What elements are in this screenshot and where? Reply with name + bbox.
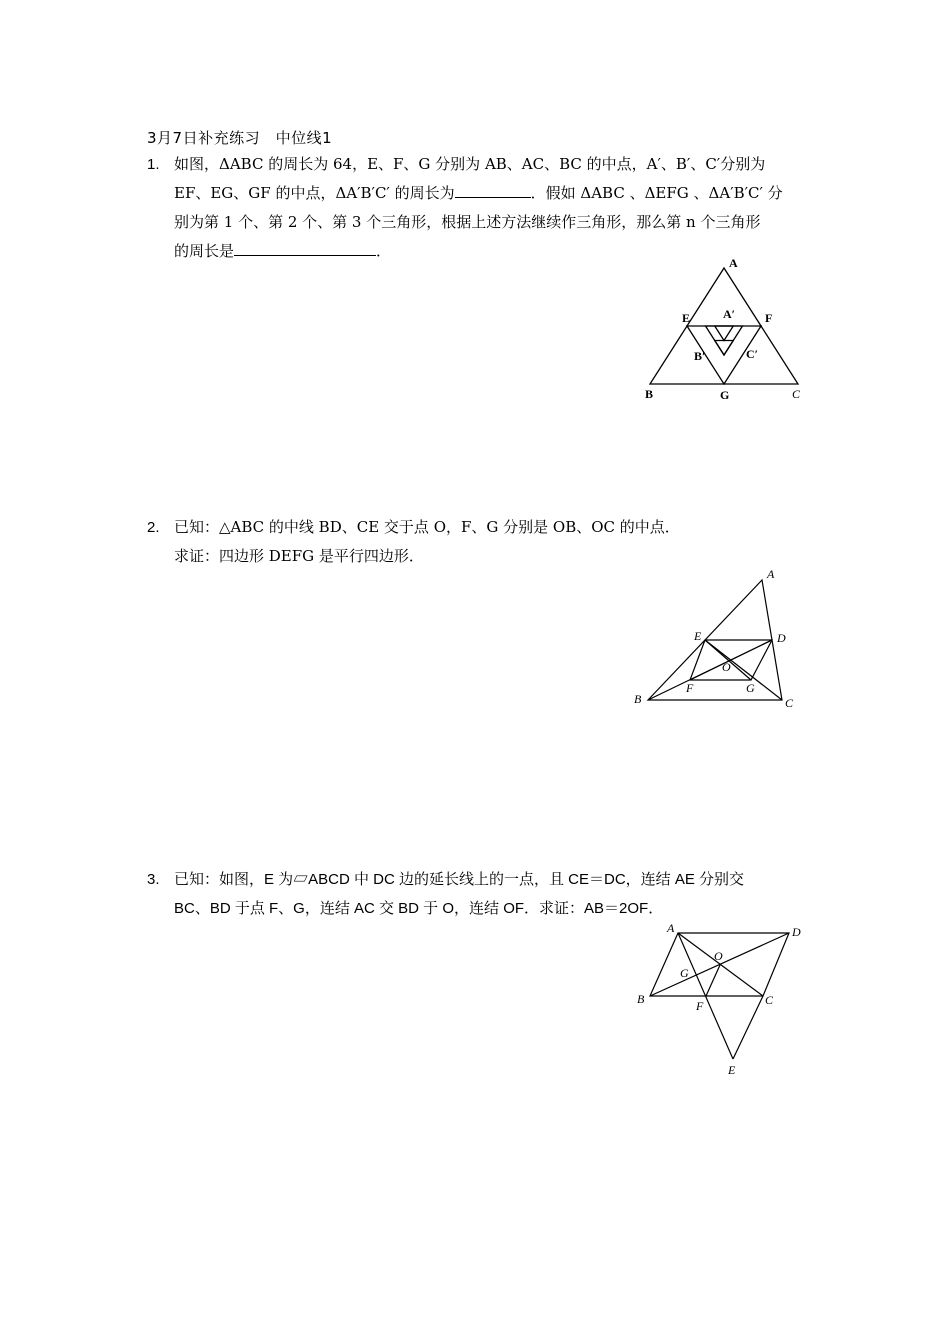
label-E: E [728, 1063, 736, 1077]
q2-line-2: 求证：四边形 DEFG 是平行四边形． [174, 547, 424, 565]
question-number: 2. [147, 519, 160, 536]
q1-line-4-part-a: 的周长是 [174, 242, 235, 260]
label-B: B [645, 387, 654, 401]
q1-line-2 [174, 179, 814, 208]
q2-line-1: 已知：△ABC 的中线 BD、CE 交于点 O，F、G 分别是 OB、OC 的中点． [174, 518, 680, 536]
label-A: A [667, 921, 675, 935]
label-B-prime: B′ [694, 349, 706, 363]
question-text [174, 865, 814, 923]
q1-line-1: 如图，ΔABC 的周长为 64，E、F、G 分别为 AB、AC、BC 的中点，A′、B′、C′分别为 [174, 155, 766, 173]
label-G: G [746, 681, 755, 695]
label-G: G [720, 388, 730, 402]
q1-line-4-part-b: ． [376, 242, 392, 260]
label-B: B [637, 992, 645, 1006]
figure-3-parallelogram [628, 918, 818, 1078]
label-B: B [634, 692, 642, 706]
question-number: 3. [147, 871, 160, 888]
label-F: F [686, 681, 694, 695]
label-C: C [792, 387, 801, 401]
q3-line-1: 已知：如图，E 为▱ABCD 中 DC 边的延长线上的一点，且 CE＝DC，连结 AE 分别交 [174, 871, 745, 888]
label-F: F [696, 999, 704, 1013]
label-E: E [682, 311, 691, 325]
answer-blank-2[interactable] [234, 240, 376, 256]
q1-line-2-part-b: ．假如 ΔABC 、ΔEFG 、ΔA′B′C′ 分 [530, 184, 783, 202]
question-3 [147, 865, 827, 925]
label-O: O [722, 660, 731, 674]
label-D: D [792, 925, 801, 939]
label-C: C [765, 993, 774, 1007]
label-F: F [765, 311, 773, 325]
answer-blank-1[interactable] [455, 182, 531, 198]
label-A-prime: A′ [723, 307, 736, 321]
label-E: E [694, 629, 702, 643]
question-text [174, 513, 814, 571]
question-2 [147, 513, 827, 573]
q1-line-3: 别为第 1 个、第 2 个、第 3 个三角形，根据上述方法继续作三角形，那么第 n 个三角形 [174, 213, 761, 231]
label-C: C [785, 696, 794, 710]
label-A: A [729, 256, 738, 270]
q3-line-2: BC、BD 于点 F、G，连结 AC 交 BD 于 O，连结 OF．求证：AB＝2OF． [174, 900, 664, 917]
figure-1-nested-triangles [640, 252, 820, 402]
label-D: D [777, 631, 786, 645]
q1-line-2-part-a: EF、EG、GF 的中点，ΔA′B′C′ 的周长为 [174, 184, 455, 202]
label-G: G [680, 966, 689, 980]
figure-2-median-quadrilateral [630, 565, 810, 715]
page-title: 3月7日补充练习 中位线1 [147, 129, 333, 147]
question-text [174, 150, 814, 266]
label-O: O [714, 949, 723, 963]
label-A: A [767, 567, 775, 581]
question-number: 1. [147, 156, 160, 173]
label-C-prime: C′ [746, 347, 759, 361]
